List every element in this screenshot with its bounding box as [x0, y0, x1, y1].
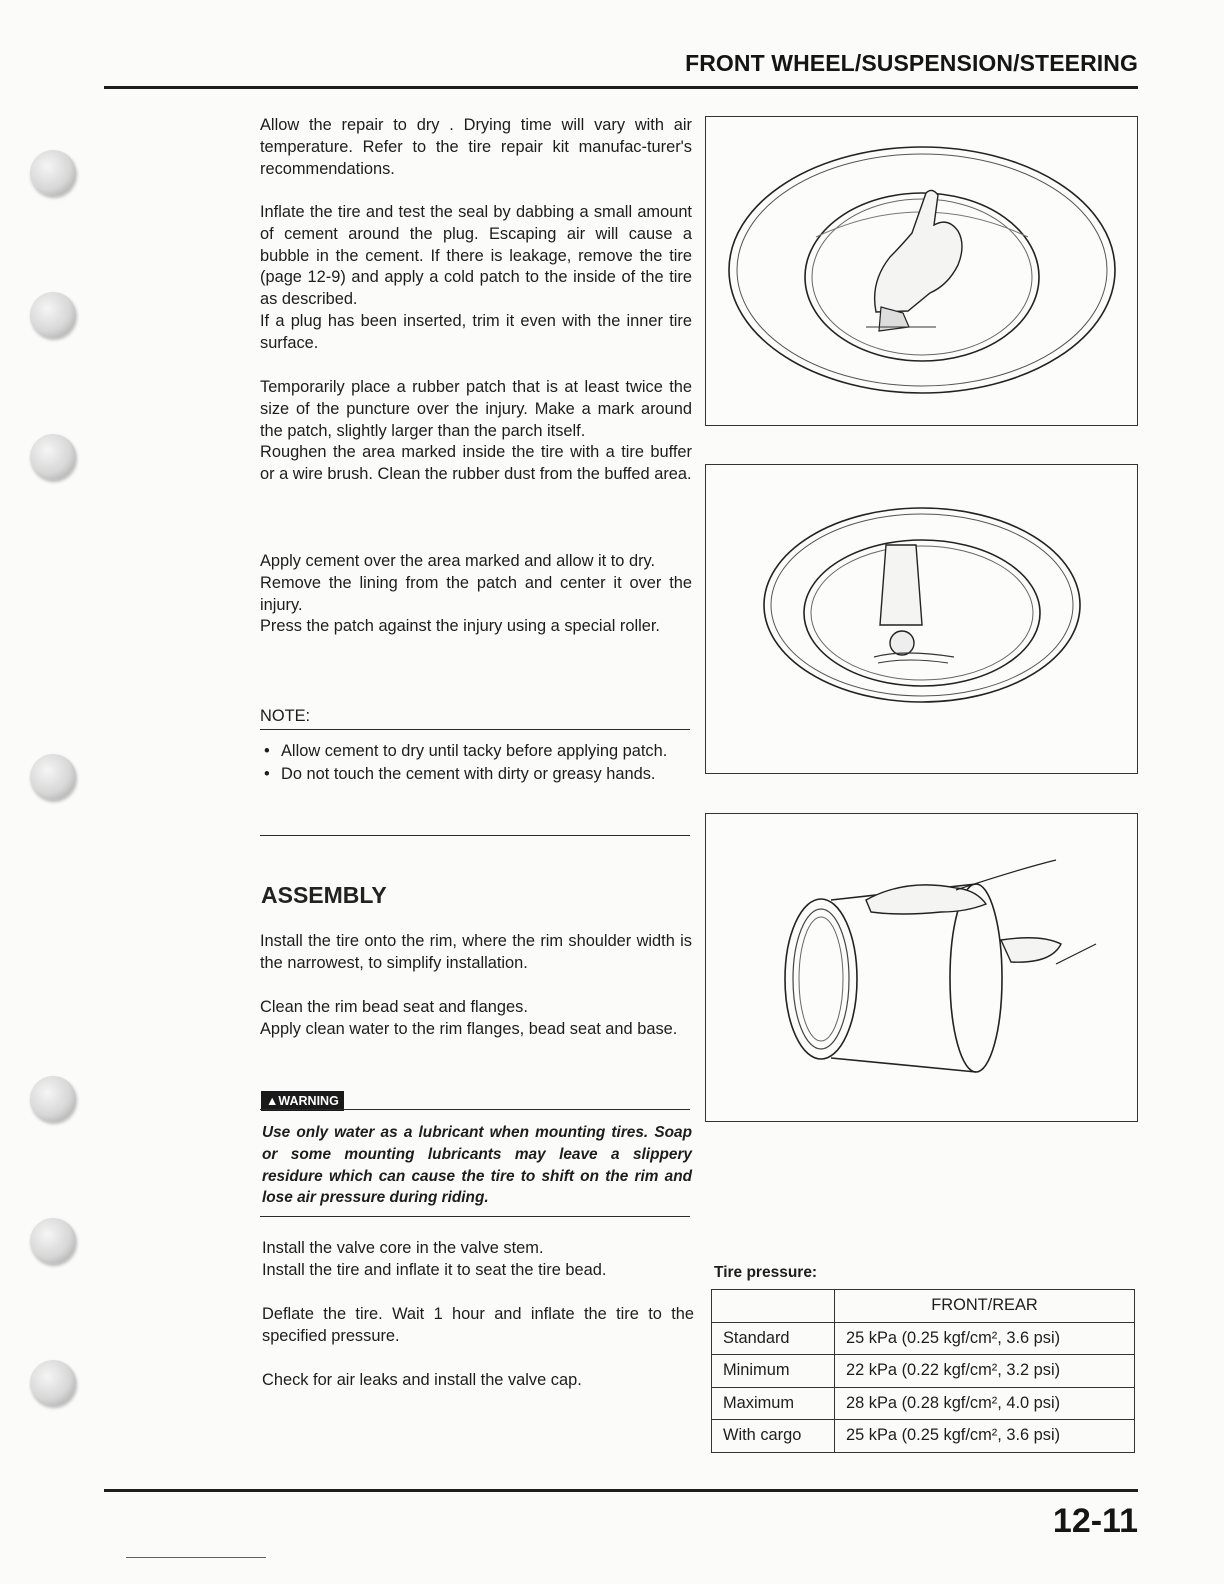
binder-hole	[30, 754, 76, 800]
section-heading: ASSEMBLY	[261, 882, 387, 908]
table-cell: Minimum	[712, 1355, 835, 1388]
binder-hole	[30, 292, 76, 338]
table-cell: 28 kPa (0.28 kgf/cm², 4.0 psi)	[835, 1387, 1135, 1420]
binder-hole	[30, 1360, 76, 1406]
tire-pressure-label: Tire pressure:	[714, 1264, 818, 1281]
paragraph: Clean the rim bead seat and flanges. Apply clean water to the rim flanges, bead seat and base.	[260, 998, 678, 1038]
tire-pressure-table	[711, 1289, 1135, 1453]
paragraph: Install the valve core in the valve stem. Install the tire and inflate it to seat the tire bead.	[262, 1239, 607, 1279]
note-label: NOTE:	[260, 707, 311, 725]
table-cell: 22 kPa (0.22 kgf/cm², 3.2 psi)	[835, 1355, 1135, 1388]
table-cell: Maximum	[712, 1387, 835, 1420]
page-number: 12-11	[1052, 1502, 1138, 1540]
table-row	[712, 1355, 1135, 1388]
paragraph: Inflate the tire and test the seal by dabbing a small amount of cement around the plug. Escaping air will cause a bubble in the cement. If there is leakage, remove the tire (page 12-9) and apply a cold patch to the inside of the tire as described. If a plug has been inserted, trim it even with the inner tire surface.	[260, 203, 692, 352]
paragraph: Install the tire onto the rim, where the rim shoulder width is the narrowest, to simplify installation.	[260, 932, 692, 972]
warning-text: Use only water as a lubricant when mounting tires. Soap or some mounting lubricants may leave a slippery residure which can cause the tire to shift on the rim and lose air pressure during riding.	[262, 1124, 692, 1207]
figure-patch-roller	[705, 464, 1138, 774]
binder-hole	[30, 434, 76, 480]
table-cell: Standard	[712, 1322, 835, 1355]
binder-hole	[30, 1218, 76, 1264]
paragraph: Deflate the tire. Wait 1 hour and inflate the tire to the specified pressure.	[262, 1305, 694, 1345]
figure-rim-cleaning	[705, 813, 1138, 1122]
table-row	[712, 1290, 1135, 1323]
list-item: • Allow cement to dry until tacky before applying patch.	[260, 740, 692, 762]
list-item: • Do not touch the cement with dirty or greasy hands.	[260, 763, 692, 785]
warning-triangle-icon: ▲	[266, 1094, 279, 1108]
note-list	[260, 740, 692, 786]
figure-tire-plug-trim	[705, 116, 1138, 426]
table-cell: 25 kPa (0.25 kgf/cm², 3.6 psi)	[835, 1420, 1135, 1453]
binder-hole	[30, 150, 76, 196]
page-section-title: FRONT WHEEL/SUSPENSION/STEERING	[685, 50, 1138, 76]
table-cell	[712, 1290, 835, 1323]
paragraph: Check for air leaks and install the valve cap.	[262, 1371, 582, 1389]
binder-hole	[30, 1076, 76, 1122]
warning-badge: ▲WARNING	[261, 1091, 344, 1111]
paragraph: Allow the repair to dry . Drying time will vary with air temperature. Refer to the tire repair kit manufac-turer's recommendations.	[260, 116, 692, 178]
table-cell: 25 kPa (0.25 kgf/cm², 3.6 psi)	[835, 1322, 1135, 1355]
warning-top-rule	[260, 1109, 690, 1110]
table-row	[712, 1387, 1135, 1420]
table-cell: With cargo	[712, 1420, 835, 1453]
header-divider	[104, 86, 1138, 89]
note-top-rule	[260, 729, 690, 730]
table-header-cell: FRONT/REAR	[835, 1290, 1135, 1323]
table-row	[712, 1420, 1135, 1453]
scan-artifact-line	[126, 1557, 266, 1558]
warning-bottom-rule	[260, 1216, 690, 1217]
paragraph: Apply cement over the area marked and allow it to dry. Remove the lining from the patch and center it over the injury. Press the patch against the injury using a special roller.	[260, 552, 692, 636]
note-bottom-rule	[260, 835, 690, 836]
paragraph: Temporarily place a rubber patch that is at least twice the size of the puncture over the injury. Make a mark around the patch, slightly larger than the parch itself. Roughen the area marked inside the tire with a tire buffer or a wire brush. Clean the rubber dust from the buffed area.	[260, 378, 692, 484]
footer-divider	[104, 1489, 1138, 1492]
table-row	[712, 1322, 1135, 1355]
